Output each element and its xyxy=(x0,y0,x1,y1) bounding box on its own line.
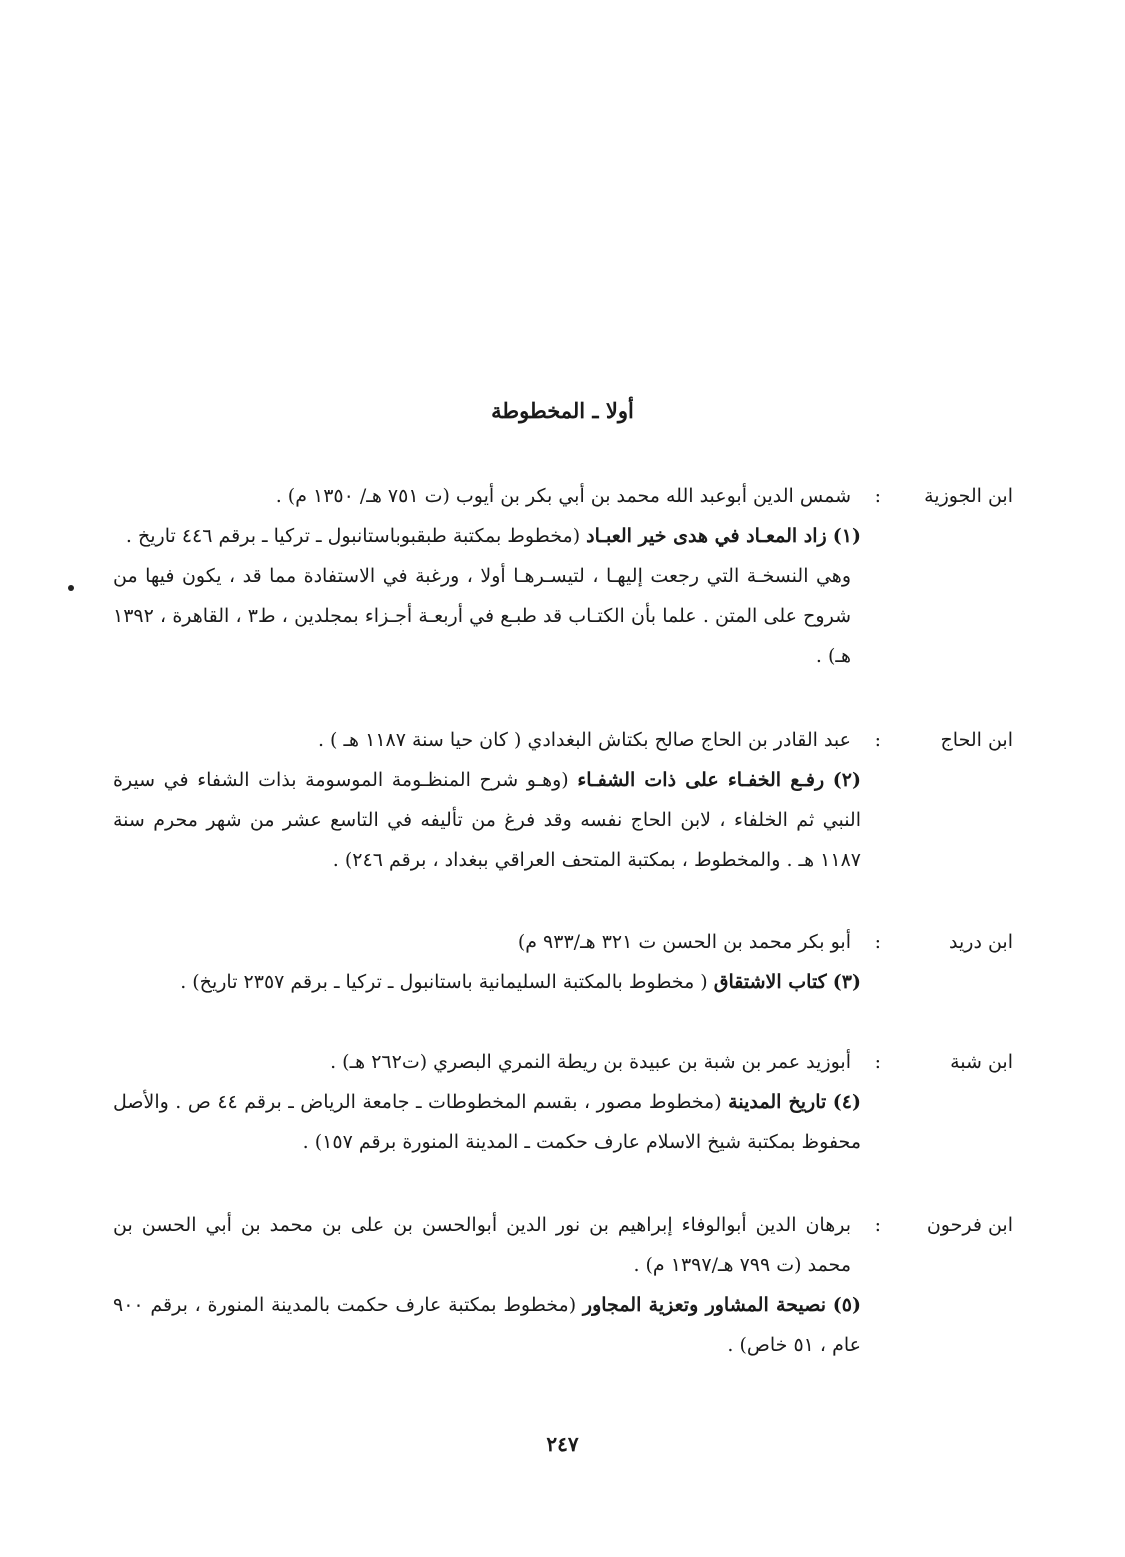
author-name: ابن دريد xyxy=(949,931,1013,953)
work-title: رفـع الخفـاء على ذات الشفـاء xyxy=(577,769,825,791)
work-details: (مخطوط مصور ، بقسم المخطوطات ـ جامعة الرياض ـ برقم ٤٤ ص . والأصل محفوظ بمكتبة شيخ الاسلام عارف حكمت ـ المدينة المنورة برقم ١٥٧) . xyxy=(113,1091,861,1153)
author-bio: أبو بكر محمد بن الحسن ت ٣٢١ هـ/٩٣٣ م) xyxy=(517,931,851,953)
entry-body xyxy=(113,720,861,880)
section-title: أولا ـ المخطوطة xyxy=(491,398,634,423)
work-title: كتاب الاشتقاق xyxy=(713,971,827,993)
bibliography-entry xyxy=(113,922,1013,1002)
work-number: (٤) xyxy=(832,1091,861,1113)
work-note: وهي النسخـة التي رجعت إليهـا ، لتيسـرهـا أولا ، ورغبة في الاستفادة مما قد ، يكون فيها من شروح على المتن . علما بأن الكتـاب قد طبـع في أربعـة أجـزاء بمجلدين ، ط٣ ، القاهرة ، ١٣٩٢ هـ) . xyxy=(113,565,851,667)
work-title: تاريخ المدينة xyxy=(728,1091,827,1113)
author-bio: أبوزيد عمر بن شبة بن عبيدة بن ريطة النمري البصري (ت٢٦٢ هـ) . xyxy=(330,1051,851,1073)
work-citation xyxy=(113,516,861,556)
author-bio: برهان الدين أبوالوفاء إبراهيم بن نور الدين أبوالحسن بن على بن محمد بن أبي الحسن بن محمد (ت ٧٩٩ هـ/١٣٩٧ م) . xyxy=(113,1214,851,1276)
work-citation xyxy=(113,760,861,880)
work-number: (١) xyxy=(832,525,861,547)
work-details: (وهـو شرح المنظـومة الموسومة بذات الشفاء في سيرة النبي ثم الخلفاء ، لابن الحاج نفسه وقد فرغ من تأليفه في التاسع عشر من شهر محرم سنة ١١٨٧ هـ . والمخطوط ، بمكتبة المتحف العراقي ببغداد ، برقم ٢٤٦) . xyxy=(113,769,861,871)
work-citation xyxy=(113,1082,861,1162)
colon-separator: : xyxy=(874,1214,881,1236)
bibliography-entry xyxy=(113,1205,1013,1365)
colon-separator: : xyxy=(874,485,881,507)
bibliography-entry xyxy=(113,720,1013,880)
author-name: ابن الجوزية xyxy=(924,485,1013,507)
entry-body xyxy=(113,1042,861,1162)
author-name: ابن فرحون xyxy=(926,1214,1013,1236)
work-title: زاد المعـاد في هدى خير العبـاد xyxy=(586,525,827,547)
work-number: (٥) xyxy=(832,1294,861,1316)
colon-separator: : xyxy=(874,931,881,953)
work-citation xyxy=(113,1285,861,1365)
bibliography-entry xyxy=(113,1042,1013,1162)
work-details: ( مخطوط بالمكتبة السليمانية باستانبول ـ تركيا ـ برقم ٢٣٥٧ تاريخ) . xyxy=(180,971,708,993)
entry-body xyxy=(113,1205,861,1365)
margin-dot xyxy=(68,585,74,591)
work-details: (مخطوط بمكتبة عارف حكمت بالمدينة المنورة ، برقم ٩٠٠ عام ، ٥١ خاص) . xyxy=(113,1294,861,1356)
entry-body xyxy=(113,476,861,676)
work-citation xyxy=(113,962,861,1002)
colon-separator: : xyxy=(874,729,881,751)
author-bio: عبد القادر بن الحاج صالح بكتاش البغدادي ( كان حيا سنة ١١٨٧ هـ ) . xyxy=(317,729,851,751)
colon-separator: : xyxy=(874,1051,881,1073)
author-name: ابن شبة xyxy=(950,1051,1013,1073)
work-number: (٣) xyxy=(832,971,861,993)
bibliography-entry xyxy=(113,476,1013,676)
work-number: (٢) xyxy=(832,769,862,791)
work-title: نصيحة المشاور وتعزية المجاور xyxy=(582,1294,827,1316)
work-details: (مخطوط بمكتبة طبقبوباستانبول ـ تركيا ـ برقم ٤٤٦ تاريخ . xyxy=(125,525,581,547)
entry-body xyxy=(113,922,861,1002)
author-bio: شمس الدين أبوعبد الله محمد بن أبي بكر بن أيوب (ت ٧٥١ هـ/ ١٣٥٠ م) . xyxy=(275,485,851,507)
page-number: ٢٤٧ xyxy=(546,1432,579,1456)
author-name: ابن الحاج xyxy=(940,729,1013,751)
